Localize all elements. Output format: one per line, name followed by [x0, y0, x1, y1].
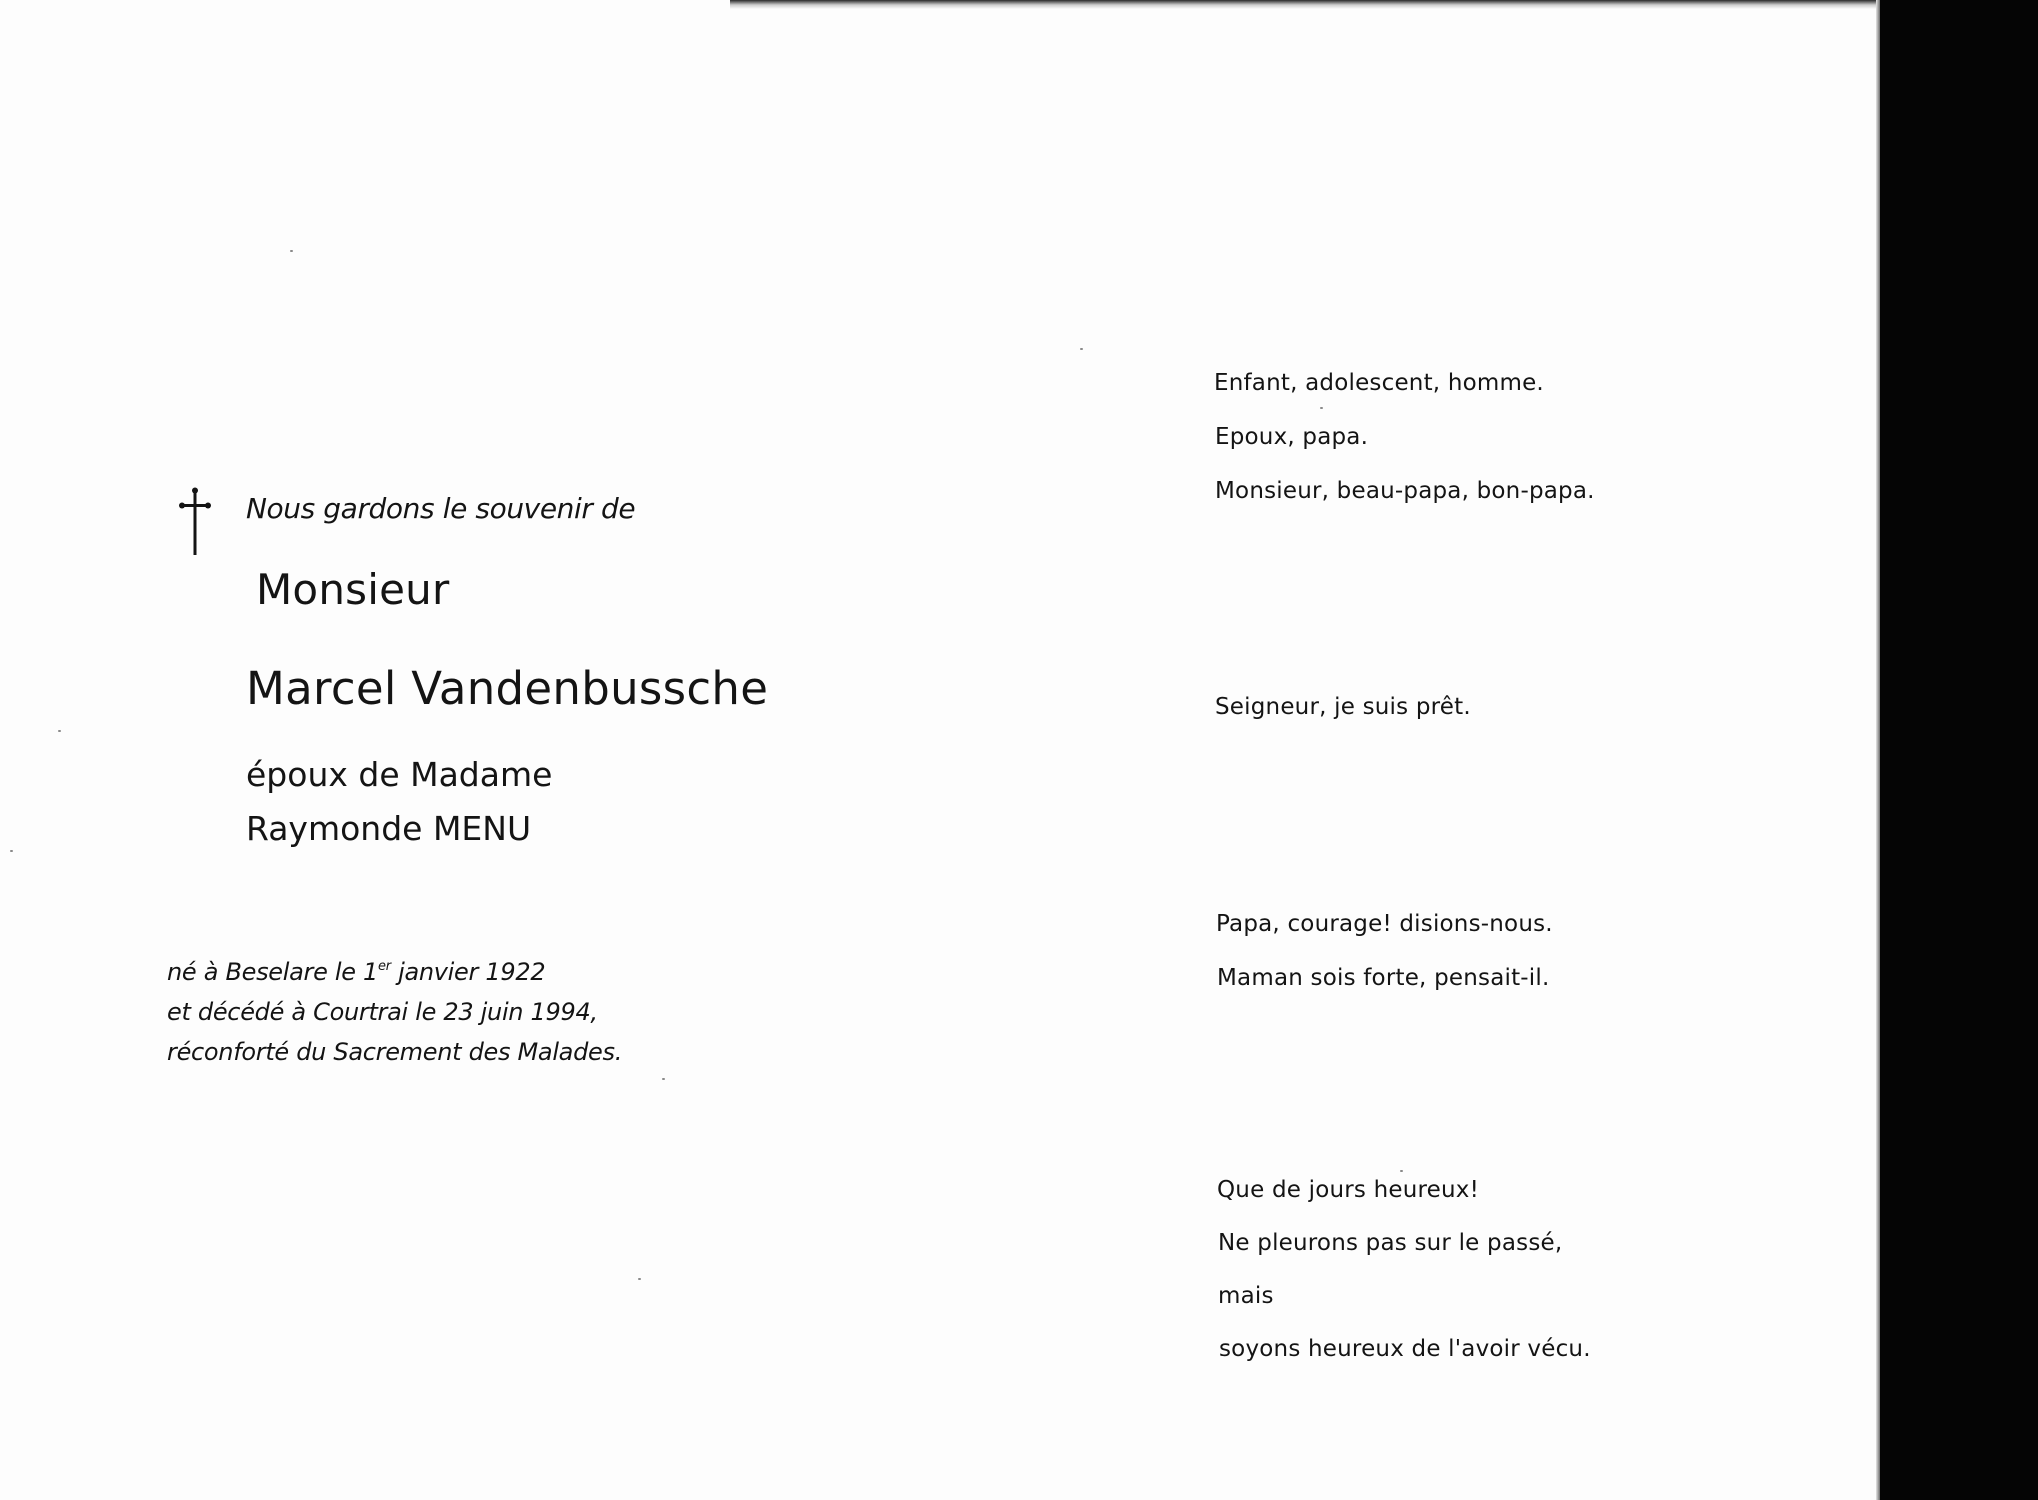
birth-date: janvier 1922	[390, 958, 546, 986]
deceased-name: Marcel Vandenbussche	[246, 662, 769, 715]
scan-speck	[58, 730, 61, 732]
sacrament-line: réconforté du Sacrement des Malades.	[167, 1038, 623, 1066]
memorial-intro: Nous gardons le souvenir de	[246, 492, 636, 525]
poem-line: mais	[1218, 1283, 1274, 1309]
poem-line: Epoux, papa.	[1215, 424, 1369, 450]
scan-speck	[1320, 407, 1323, 409]
birth-ordinal-suffix: er	[378, 959, 391, 974]
scan-speck	[1080, 348, 1083, 350]
scanner-background	[1880, 0, 2038, 1500]
spouse-line-2: Raymonde MENU	[246, 809, 532, 848]
scan-speck	[662, 1078, 665, 1080]
poem-line: Que de jours heureux!	[1217, 1177, 1480, 1203]
spouse-line-1: époux de Madame	[246, 755, 553, 794]
top-edge-shadow	[730, 0, 1880, 9]
cross-icon	[178, 487, 212, 557]
scan-speck	[10, 850, 13, 852]
scan-speck	[1400, 1170, 1403, 1172]
birth-line	[167, 960, 545, 984]
scan-speck	[290, 250, 293, 252]
poem-line: Seigneur, je suis prêt.	[1215, 694, 1471, 720]
birth-prefix: né à Beselare le 1	[167, 958, 379, 986]
poem-line: soyons heureux de l'avoir vécu.	[1219, 1336, 1591, 1362]
poem-line: Enfant, adolescent, homme.	[1214, 370, 1544, 396]
death-line: et décédé à Courtrai le 23 juin 1994,	[167, 998, 598, 1026]
poem-line: Ne pleurons pas sur le passé,	[1218, 1230, 1563, 1256]
scan-speck	[638, 1278, 641, 1280]
honorific-title: Monsieur	[256, 565, 450, 614]
poem-line: Monsieur, beau-papa, bon-papa.	[1215, 478, 1595, 504]
poem-line: Maman sois forte, pensait-il.	[1217, 965, 1550, 991]
poem-line: Papa, courage! disions-nous.	[1216, 911, 1553, 937]
